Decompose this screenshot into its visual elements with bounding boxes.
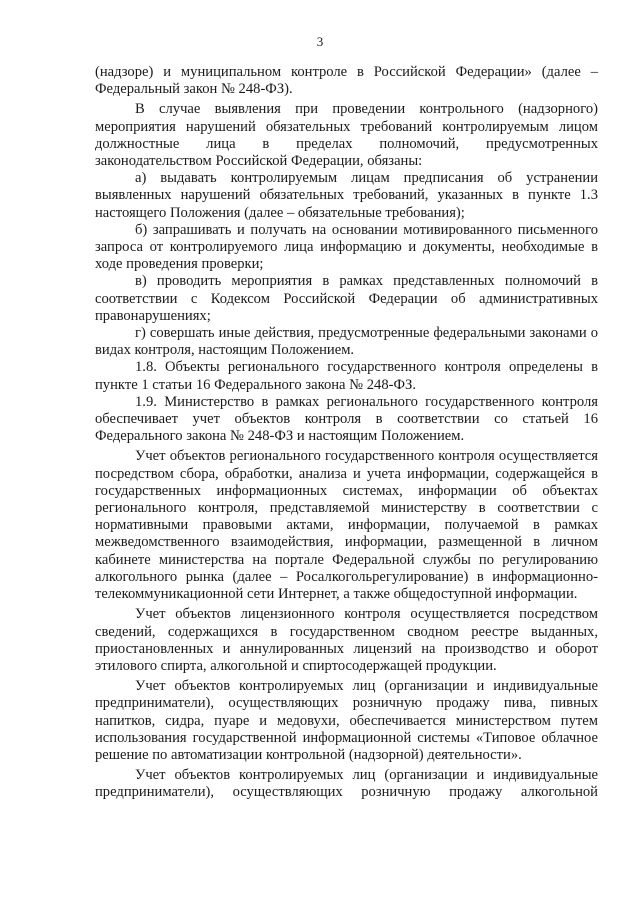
paragraph-1-9: 1.9. Министерство в рамках регионального государственного контроля обеспечивает учет объектов контроля в соответствии со статьей 16 Федерального закона № 248-ФЗ и настоящим Положением. — [95, 393, 598, 445]
paragraph-beer-retail-accounting: Учет объектов контролируемых лиц (организации и индивидуальные предприниматели), осуществляющих розничную продажу пива, пивных напитков, сидра, пуаре и медовухи, обеспечивается министерством путем использования государственной информационной системы «Типовое облачное решение по автоматизации контрольной (надзорной) деятельности». — [95, 678, 598, 763]
document-body — [95, 64, 598, 802]
paragraph-item-c: в) проводить мероприятия в рамках представленных полномочий в соответствии с Кодексом Российской Федерации об административных правонарушениях; — [95, 273, 598, 324]
paragraph-1-8: 1.8. Объекты регионального государственного контроля определены в пункте 1 статьи 16 Федерального закона № 248-ФЗ. — [95, 359, 598, 393]
paragraph-item-b: б) запрашивать и получать на основании мотивированного письменного запроса от контролируемого лица информацию и документы, необходимые в ходе проведения проверки; — [95, 221, 598, 273]
paragraph-law-reference-continuation: (надзоре) и муниципальном контроле в Российской Федерации» (далее – Федеральный закон № 248-ФЗ). — [95, 64, 598, 98]
paragraph-regional-control-accounting: Учет объектов регионального государственного контроля осуществляется посредством сбора, обработки, анализа и учета информации, содержащейся в государственных информационных системах, информации об объектах регионального контроля, представляемой министерству в соответствии с нормативными правовыми актами, информации, получаемой в рамках межведомственного взаимодействия, информации, размещенной в личном кабинете министерства на портале Федеральной службы по регулированию алкогольного рынка (далее – Росалкогольрегулирование) в информационно-телекоммуникационной сети Интернет, а также общедоступной информации. — [95, 448, 598, 603]
paragraph-license-control-accounting: Учет объектов лицензионного контроля осуществляется посредством сведений, содержащихся в государственном сводном реестре выданных, приостановленных и аннулированных лицензий на производство и оборот этилового спирта, алкогольной и спиртосодержащей продукции. — [95, 606, 598, 674]
paragraph-officials-obligations: В случае выявления при проведении контрольного (надзорного) мероприятия нарушений обязательных требований контролируемым лицом должностные лица в пределах полномочий, предусмотренных законодательством Российской Федерации, обязаны: — [95, 101, 598, 170]
paragraph-item-a: а) выдавать контролируемым лицам предписания об устранении выявленных нарушений обязательных требований, указанных в пункте 1.3 настоящего Положения (далее – обязательные требования); — [95, 170, 598, 221]
paragraph-item-d: г) совершать иные действия, предусмотренные федеральными законами о видах контроля, настоящим Положением. — [95, 325, 598, 359]
page-number: 3 — [316, 34, 324, 49]
paragraph-alcohol-retail-accounting: Учет объектов контролируемых лиц (организации и индивидуальные предприниматели), осуществляющих розничную продажу алкогольной — [95, 767, 598, 801]
